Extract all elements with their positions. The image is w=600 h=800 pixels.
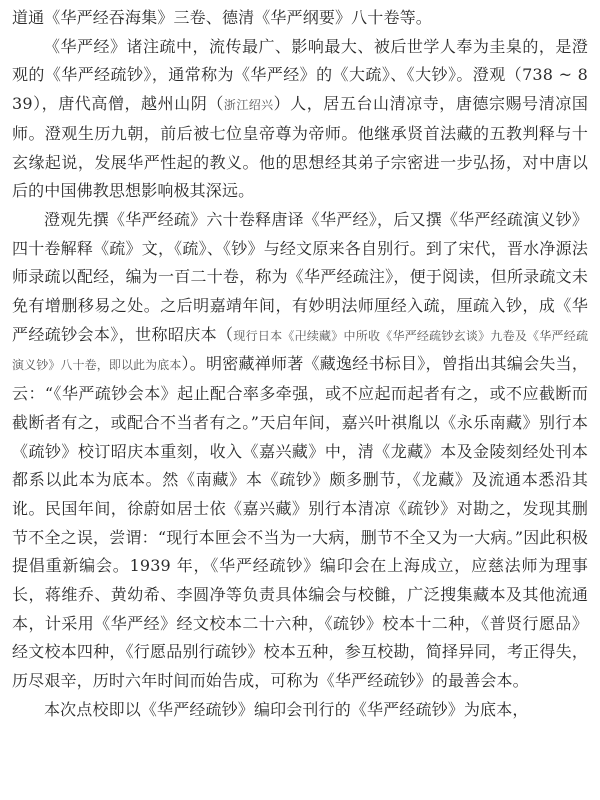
text-segment: ）。明密藏禅师著《藏逸经书标目》，曾指出其编会失当，云：“《华严疏钞会本》起止配合率多牵强，或不应起而起者有之，或不应截断而截断者有之，或配合不当者有之。”天启年间，嘉兴叶祺胤以《永乐南藏》别行本《疏钞》校订昭庆本重刻，收入《嘉兴藏》中，清《龙藏》本及金陵刻经处刊本都系以此本为底本。然《南藏》本《疏钞》颇多删节，《龙藏》及流通本悉沿其讹。民国年间，徐蔚如居士依《嘉兴藏》别行本清凉《疏钞》对勘之，发现其删节不全之误，尝谓：“现行本匣会不当为一大病，删节不全又为一大病。”因此积极提倡重新编会。1939 年，《华严经疏钞》编印会在上海成立，应慈法师为理事长，蒋维乔、黄幼希、李圆净等负责具体编会与校雠，广泛搜集藏本及其他流通本，计采用《华严经》经文校本二十六种，《疏钞》校本十二种，《普贤行愿品》经文校本四种，《行愿品别行疏钞》校本五种，参互校勘，简择异同，考正得失，历尽艰辛，历时六年时间而始告成，可称为《华严经疏钞》的最善会本。 [12,354,588,691]
text-segment: ）人，居五台山清凉寺，唐德宗赐号清凉国师。澄观生历九朝，前后被七位皇帝尊为帝师。他继承贤首法藏的五教判释与十玄缘起说，发展华严性起的教义。他的思想经其弟子宗密进一步弘扬，对中唐以后的中国佛教思想影响极其深远。 [12,94,588,201]
text-segment: 道通《华严经吞海集》三卷、德清《华严纲要》八十卷等。 [12,8,432,27]
paragraph-continuation [12,4,588,33]
paragraph-editions-history [12,206,588,696]
text-segment: 澄观先撰《华严经疏》六十卷释唐译《华严经》，后又撰《华严经疏演义钞》四十卷解释《疏》文，《疏》、《钞》与经文原来各自别行。到了宋代，晋水净源法师录疏以配经，编为一百二十卷，称为《华严经疏注》，便于阅读，但所录疏文未免有增删移易之处。之后明嘉靖年间，有妙明法师厘经入疏，厘疏入钞，成《华严经疏钞会本》，世称昭庆本（ [12,209,588,344]
inline-note: 现行日本《卍续藏》中所收《华严经疏钞玄谈》九卷及《华严经疏演义钞》八十卷，即以此为底本 [12,328,588,373]
paragraph-chengguan-intro [12,33,588,206]
text-segment: 本次点校即以《华严经疏钞》编印会刊行的《华严经疏钞》为底本， [44,699,529,719]
body-text [12,4,588,725]
paragraph-collation-basis [12,696,588,725]
text-segment: 《华严经》诸注疏中，流传最广、影响最大、被后世学人奉为圭臬的，是澄观的《华严经疏钞》，通常称为《华严经》的《大疏》、《大钞》。澄观（738 ~ 839），唐代高僧，越州山阴（ [12,36,588,114]
inline-note: 浙江绍兴 [223,98,274,113]
